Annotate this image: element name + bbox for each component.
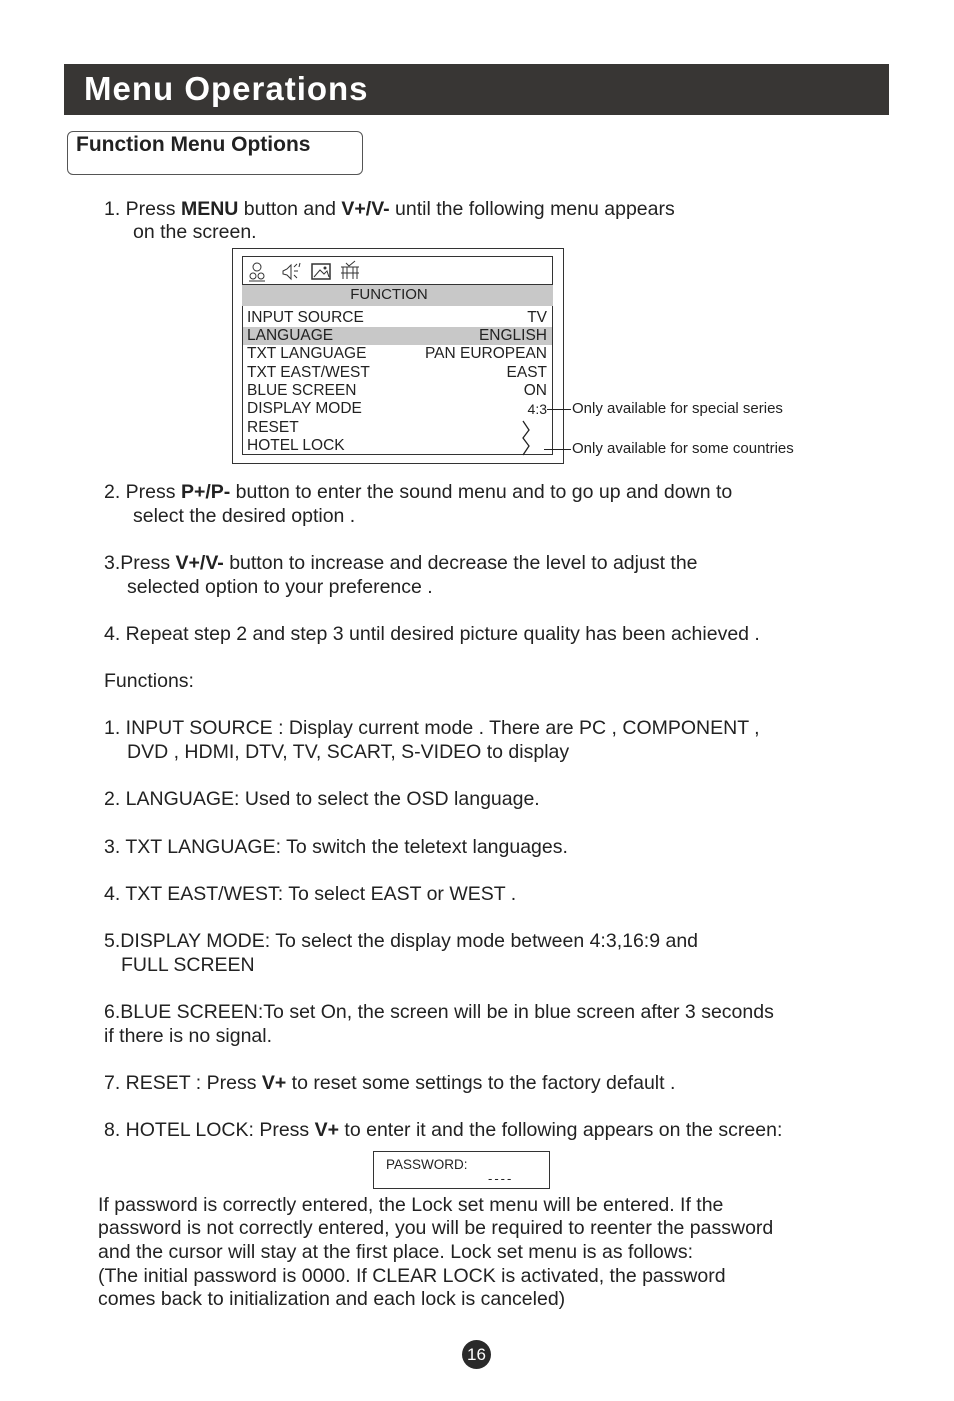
closing-line-3: and the cursor will stay at the first place. Lock set menu is as follows: [98,1241,694,1263]
function-5-line-1: 5.DISPLAY MODE: To select the display mode between 4:3,16:9 and [104,930,699,952]
step-1-line-1: 1. Press MENU button and V+/V- until the following menu appears [104,198,675,220]
note-some-countries: Only available for some countries [572,440,794,457]
step-3-line-2: selected option to your preference . [127,576,433,598]
osd-icons-svg [243,257,383,284]
osd-item-input-source[interactable] [243,309,552,327]
speaker-icon [283,263,300,279]
osd-item-value: 4:3 [527,401,547,417]
osd-icon-bar [242,256,553,285]
osd-item-txt-east-west[interactable] [243,364,552,382]
osd-item-label: RESET [247,419,299,436]
osd-item-display-mode[interactable] [243,400,552,418]
step-2-line-1: 2. Press P+/P- button to enter the sound menu and to go up and down to [104,481,733,503]
closing-line-5: comes back to initialization and each lock is canceled) [98,1288,566,1310]
person-icon [249,263,265,281]
osd-title: FUNCTION [350,286,428,303]
osd-item-hotel-lock[interactable] [243,437,552,455]
osd-item-blue-screen[interactable] [243,382,552,400]
step-4: 4. Repeat step 2 and step 3 until desired picture quality has been achieved . [104,623,760,645]
leader-line-hotel-lock [544,449,571,450]
closing-line-4: (The initial password is 0000. If CLEAR LOCK is activated, the password [98,1265,726,1287]
function-3: 3. TXT LANGUAGE: To switch the teletext languages. [104,836,568,858]
function-1-line-1: 1. INPUT SOURCE : Display current mode . There are PC , COMPONENT , [104,717,760,739]
closing-line-2: password is not correctly entered, you will be required to reenter the password [98,1217,774,1239]
password-input-placeholder: ---- [488,1171,514,1186]
function-7: 7. RESET : Press V+ to reset some settings to the factory default . [104,1072,676,1094]
osd-item-label: DISPLAY MODE [247,400,362,417]
function-8: 8. HOTEL LOCK: Press V+ to enter it and the following appears on the screen: [104,1119,783,1141]
osd-item-value: ENGLISH [478,327,547,344]
step-1-line-2: on the screen. [133,221,257,243]
function-icon [341,261,359,279]
function-4: 4. TXT EAST/WEST: To select EAST or WEST . [104,883,517,905]
function-5-line-2: FULL SCREEN [121,954,255,976]
brace-marker-icon [516,418,536,458]
osd-item-value: PAN EUROPEAN [424,345,547,362]
osd-item-label: HOTEL LOCK [247,437,345,454]
osd-item-label: LANGUAGE [247,327,334,344]
step-2-line-2: select the desired option . [133,505,356,527]
picture-icon [312,264,330,279]
function-2: 2. LANGUAGE: Used to select the OSD language. [104,788,540,810]
osd-item-value: EAST [506,364,547,381]
function-1-line-2: DVD , HDMI, DTV, TV, SCART, S-VIDEO to display [127,741,570,763]
leader-line-display-mode [547,409,571,410]
osd-item-value: ON [523,382,547,399]
osd-item-label: INPUT SOURCE [247,309,364,326]
osd-item-label: TXT LANGUAGE [247,345,367,362]
closing-line-1: If password is correctly entered, the Lock set menu will be entered. If the [98,1194,724,1216]
osd-item-txt-language[interactable] [243,345,552,363]
osd-item-language[interactable] [243,327,552,345]
function-6-line-2: if there is no signal. [104,1025,273,1047]
osd-item-label: BLUE SCREEN [247,382,357,399]
step-3-line-1: 3.Press V+/V- button to increase and decrease the level to adjust the [104,552,698,574]
password-label: PASSWORD: [386,1157,468,1172]
function-6-line-1: 6.BLUE SCREEN:To set On, the screen will be in blue screen after 3 seconds [104,1001,774,1023]
osd-item-reset[interactable] [243,419,552,437]
osd-item-label: TXT EAST/WEST [247,364,370,381]
functions-heading: Functions: [104,670,194,692]
page-title: Menu Operations [84,70,369,107]
page-number: 16 [462,1340,491,1369]
section-title: Function Menu Options [76,133,311,156]
osd-item-value: TV [527,309,547,326]
note-special-series: Only available for special series [572,400,783,417]
